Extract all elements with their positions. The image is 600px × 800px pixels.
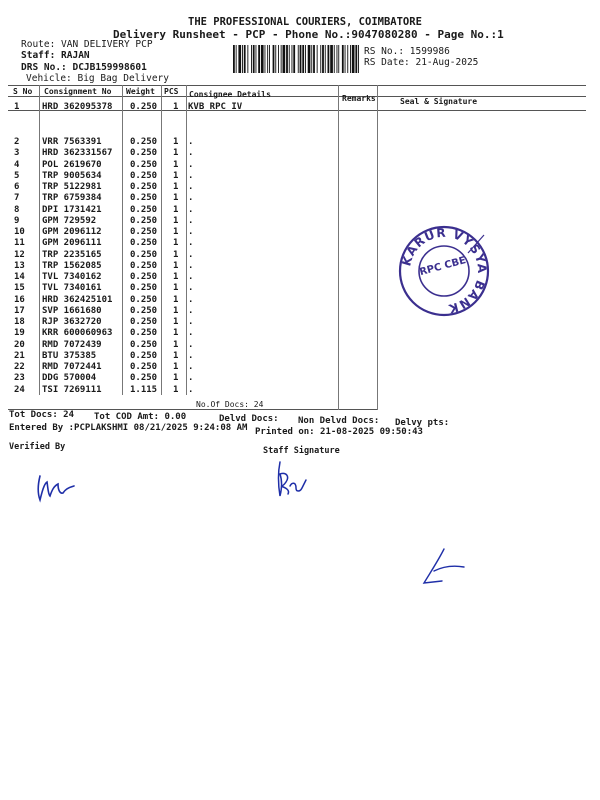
cell-consignment: SVP 1661680: [42, 305, 102, 316]
cell-consignment: RMD 7072439: [42, 339, 102, 350]
cell-consignee-details: .: [188, 317, 194, 327]
cell-consignment: DPI 1731421: [42, 204, 102, 215]
cell-sno: 3: [14, 148, 20, 159]
cell-pcs: 1: [173, 272, 179, 282]
cell-consignment: DDG 570004: [42, 373, 97, 384]
rs-number: RS No.: 1599986: [364, 46, 450, 57]
cell-pcs: 1: [173, 215, 179, 226]
company-name: THE PROFESSIONAL COURIERS, COIMBATORE: [188, 16, 422, 28]
cell-pcs: 1: [173, 249, 179, 260]
cell-sno: 24: [14, 384, 25, 395]
cell-consignee-details: .: [188, 249, 194, 260]
cell-sno: 13: [14, 260, 25, 271]
cell-sno: 15: [14, 283, 25, 294]
cell-weight: 0.250: [130, 350, 158, 361]
cell-consignee-details: .: [188, 328, 194, 339]
cell-consignment: RMD 7072441: [42, 362, 102, 372]
cell-consignment: KRR 600060963: [42, 328, 113, 339]
col-seal: Seal & Signature: [400, 97, 478, 106]
cell-pcs: 1: [173, 317, 179, 327]
cell-weight: 0.250: [130, 193, 158, 204]
cell-sno: 4: [14, 159, 20, 170]
cell-consignee-details: .: [188, 260, 194, 271]
cell-weight: 0.250: [130, 260, 158, 271]
cell-weight: 1.115: [130, 384, 158, 395]
cell-pcs: 1: [173, 102, 179, 112]
table-row: [8, 160, 586, 171]
cell-sno: 1: [14, 102, 20, 112]
staff-label: Staff: RAJAN: [21, 50, 90, 61]
staff-signature-label: Staff Signature: [263, 446, 340, 456]
cell-pcs: 1: [173, 204, 179, 215]
cell-consignment: GPM 2096112: [42, 227, 102, 237]
cell-weight: 0.250: [130, 204, 158, 215]
cell-weight: 0.250: [130, 170, 158, 181]
cell-weight: 0.250: [130, 137, 158, 147]
table-row: [8, 205, 586, 216]
table-row: [8, 351, 586, 362]
cell-weight: 0.250: [130, 339, 158, 350]
cell-sno: 6: [14, 182, 20, 192]
cell-sno: 16: [14, 294, 25, 305]
col-remarks: Remarks: [342, 94, 376, 103]
cell-sno: 5: [14, 170, 20, 181]
staff-signature: [272, 458, 316, 502]
table-row: [8, 171, 586, 182]
cell-weight: 0.250: [130, 272, 158, 282]
table-row: [8, 283, 586, 294]
cell-weight: 0.250: [130, 373, 158, 384]
cell-consignee-details: .: [188, 373, 194, 384]
cell-consignment: VRR 7563391: [42, 137, 102, 147]
cell-consignee-details: .: [188, 305, 194, 316]
cell-weight: 0.250: [130, 283, 158, 294]
cell-consignee-details: .: [188, 272, 194, 282]
table-row: [8, 102, 586, 113]
col-pcs: PCS: [164, 87, 179, 96]
cell-sno: 23: [14, 373, 25, 384]
cell-consignment: HRD 362425101: [42, 294, 113, 305]
cell-pcs: 1: [173, 305, 179, 316]
table-row: [8, 193, 586, 204]
cell-pcs: 1: [173, 373, 179, 384]
cell-consignment: TRP 2235165: [42, 249, 102, 260]
cell-pcs: 1: [173, 170, 179, 181]
table-row: [8, 238, 586, 249]
cell-sno: 22: [14, 362, 25, 372]
cell-sno: 20: [14, 339, 25, 350]
delvy-pts: Delvy pts:: [395, 418, 450, 428]
cell-consignee-details: .: [188, 182, 194, 192]
cell-consignee-details: KVB RPC IV: [188, 102, 243, 112]
cell-consignment: TVL 7340161: [42, 283, 102, 294]
cell-weight: 0.250: [130, 317, 158, 327]
col-consignee: Consignee Details: [189, 90, 271, 99]
cell-consignee-details: .: [188, 159, 194, 170]
col-sno: S No: [13, 87, 33, 96]
cell-pcs: 1: [173, 238, 179, 249]
col-weight: Weight: [126, 87, 155, 96]
cell-consignment: BTU 375385: [42, 350, 97, 361]
table-row: [8, 261, 586, 272]
table-row: [8, 295, 586, 306]
cell-weight: 0.250: [130, 182, 158, 192]
cell-weight: 0.250: [130, 362, 158, 372]
cell-weight: 0.250: [130, 328, 158, 339]
table-row: [8, 250, 586, 261]
cell-sno: 12: [14, 249, 25, 260]
cell-weight: 0.250: [130, 215, 158, 226]
cell-consignee-details: .: [188, 362, 194, 372]
cell-pcs: 1: [173, 227, 179, 237]
verified-by: Verified By: [9, 442, 66, 452]
cell-sno: 17: [14, 305, 25, 316]
no-of-docs: No.Of Docs: 24: [196, 400, 264, 409]
rs-date: RS Date: 21-Aug-2025: [364, 57, 479, 68]
cell-consignment: HRD 362095378: [42, 102, 113, 112]
cell-weight: 0.250: [130, 227, 158, 237]
verified-signature: [34, 470, 84, 506]
cell-consignee-details: .: [188, 148, 194, 159]
cell-pcs: 1: [173, 328, 179, 339]
route-label: Route: VAN DELIVERY PCP: [21, 39, 153, 50]
table-row: [8, 216, 586, 227]
table-row: [8, 137, 586, 148]
delvd-docs: Delvd Docs:: [219, 414, 279, 424]
cell-sno: 8: [14, 204, 20, 215]
scribble-signature: [412, 545, 472, 590]
cell-consignee-details: .: [188, 384, 194, 395]
cell-consignee-details: .: [188, 238, 194, 249]
cell-sno: 10: [14, 227, 25, 237]
cell-sno: 14: [14, 272, 25, 282]
cell-consignment: TRP 6759384: [42, 193, 102, 204]
cell-consignment: POL 2619670: [42, 159, 102, 170]
cell-consignee-details: .: [188, 204, 194, 215]
cell-sno: 11: [14, 238, 25, 249]
barcode: [233, 45, 359, 73]
cell-weight: 0.250: [130, 159, 158, 170]
stamp-bank-name: KARUR VYSYA BANK: [399, 225, 490, 316]
table-row: [8, 317, 586, 328]
table-row: [8, 306, 586, 317]
cell-consignee-details: .: [188, 137, 194, 147]
cell-consignment: TSI 7269111: [42, 384, 102, 395]
cell-consignment: TRP 9005634: [42, 170, 102, 181]
col-consignment: Consignment No: [44, 87, 112, 96]
cell-pcs: 1: [173, 193, 179, 204]
cell-sno: 9: [14, 215, 20, 226]
table-row: [8, 373, 586, 384]
cell-pcs: 1: [173, 350, 179, 361]
cell-weight: 0.250: [130, 294, 158, 305]
cell-sno: 7: [14, 193, 20, 204]
table-row: [8, 385, 586, 396]
cell-pcs: 1: [173, 182, 179, 192]
printed-on: Printed on: 21-08-2025 09:50:43: [255, 427, 423, 437]
cell-consignee-details: .: [188, 294, 194, 305]
cell-consignee-details: .: [188, 193, 194, 204]
cell-weight: 0.250: [130, 238, 158, 249]
cell-sno: 21: [14, 350, 25, 361]
table-row: [8, 148, 586, 159]
vehicle-label: Vehicle: Big Bag Delivery: [26, 73, 169, 84]
cell-sno: 2: [14, 137, 20, 147]
table-row: [8, 328, 586, 339]
cell-weight: 0.250: [130, 148, 158, 159]
runsheet-table: [8, 85, 586, 410]
non-delvd-docs: Non Delvd Docs:: [298, 416, 380, 426]
cell-pcs: 1: [173, 384, 179, 395]
cell-consignee-details: .: [188, 283, 194, 294]
cell-consignee-details: .: [188, 215, 194, 226]
cell-weight: 0.250: [130, 249, 158, 260]
cell-pcs: 1: [173, 260, 179, 271]
entered-by: Entered By :PCPLAKSHMI 08/21/2025 9:24:08 AM: [9, 423, 248, 433]
tot-cod-amt: Tot COD Amt: 0.00: [94, 412, 187, 422]
cell-consignee-details: .: [188, 170, 194, 181]
cell-consignment: TRP 5122981: [42, 182, 102, 192]
cell-pcs: 1: [173, 294, 179, 305]
table-row: [8, 182, 586, 193]
cell-pcs: 1: [173, 283, 179, 294]
cell-pcs: 1: [173, 362, 179, 372]
cell-pcs: 1: [173, 339, 179, 350]
cell-consignment: GPM 729592: [42, 215, 97, 226]
bank-stamp: [398, 225, 490, 317]
drs-number: DRS No.: DCJB159998601: [21, 62, 147, 73]
cell-consignment: RJP 3632720: [42, 317, 102, 327]
table-row: [8, 340, 586, 351]
tot-docs: Tot Docs: 24: [9, 410, 75, 420]
table-row: [8, 272, 586, 283]
cell-consignment: HRD 362331567: [42, 148, 113, 159]
cell-consignment: GPM 2096111: [42, 238, 102, 249]
table-row: [8, 362, 586, 373]
runsheet-title: Delivery Runsheet - PCP - Phone No.:9047080280 - Page No.:1: [113, 28, 504, 41]
cell-consignee-details: .: [188, 350, 194, 361]
cell-consignment: TRP 1562085: [42, 260, 102, 271]
cell-sno: 18: [14, 317, 25, 327]
cell-consignee-details: .: [188, 227, 194, 237]
table-row: [8, 227, 586, 238]
cell-pcs: 1: [173, 137, 179, 147]
cell-consignment: TVL 7340162: [42, 272, 102, 282]
cell-pcs: 1: [173, 148, 179, 159]
cell-pcs: 1: [173, 159, 179, 170]
cell-consignee-details: .: [188, 339, 194, 350]
stamp-center-text: RPC CBE: [418, 255, 468, 279]
cell-weight: 0.250: [130, 305, 158, 316]
cell-sno: 19: [14, 328, 25, 339]
cell-weight: 0.250: [130, 102, 158, 112]
